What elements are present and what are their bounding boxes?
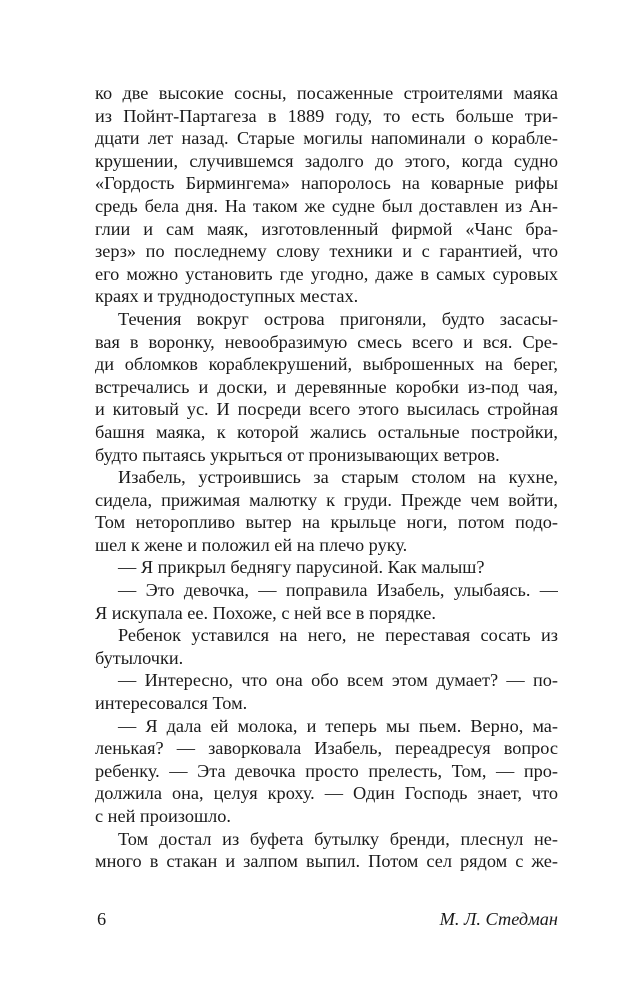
text-line: средь бела дня. На таком же судне был доставлен из Ан- bbox=[95, 195, 558, 216]
text-line: Изабель, устроившись за старым столом на кухне, bbox=[118, 467, 558, 488]
book-page bbox=[95, 82, 558, 982]
text-line: вая в воронку, невообразимую смесь всего и вся. Сре- bbox=[95, 331, 558, 352]
text-line: сидела, прижимая малютку к груди. Прежде чем войти, bbox=[95, 489, 558, 510]
text-line: встречались и доски, и деревянные коробки из-под чая, bbox=[95, 376, 558, 397]
text-line: его можно установить где угодно, даже в самых суровых bbox=[95, 263, 558, 284]
text-line: из Пойнт-Партагеза в 1889 году, то есть больше три- bbox=[95, 105, 558, 126]
text-line: Ребенок уставился на него, не переставая сосать из bbox=[118, 625, 558, 646]
text-line: зерз» по последнему слову техники и с гарантией, что bbox=[95, 241, 558, 262]
body-text bbox=[95, 82, 558, 873]
running-author: М. Л. Стедман bbox=[439, 909, 558, 929]
text-line: шел к жене и положил ей на плечо руку. bbox=[95, 534, 408, 555]
page-footer bbox=[95, 907, 558, 931]
text-line: Я искупала ее. Похоже, с ней все в порядке. bbox=[95, 602, 436, 623]
text-line: башня маяка, к которой жались остальные постройки, bbox=[95, 421, 558, 442]
text-line: — Я дала ей молока, и теперь мы пьем. Верно, ма- bbox=[118, 715, 558, 736]
text-line: должила она, целуя кроху. — Один Господь знает, что bbox=[95, 783, 558, 804]
text-line: и китовый ус. И посреди всего этого высилась стройная bbox=[95, 399, 558, 420]
page-number: 6 bbox=[97, 909, 107, 929]
text-line: бутылочки. bbox=[95, 647, 184, 668]
text-line: интересовался Том. bbox=[95, 693, 248, 714]
text-line: ди обломков кораблекрушений, выброшенных на берег, bbox=[95, 354, 558, 375]
text-line: — Интересно, что она обо всем этом думает? — по- bbox=[118, 670, 558, 691]
text-line: Течения вокруг острова пригоняли, будто засасы- bbox=[118, 308, 558, 329]
text-line: «Гордость Бирмингема» напоролось на коварные рифы bbox=[95, 173, 558, 194]
text-line: краях и труднодоступных местах. bbox=[95, 286, 359, 307]
text-line: много в стакан и залпом выпил. Потом сел рядом с же- bbox=[95, 851, 558, 872]
text-line: дцати лет назад. Старые могилы напоминали о корабле- bbox=[95, 128, 558, 149]
text-line: с ней произошло. bbox=[95, 806, 231, 826]
text-line: будто пытаясь укрыться от пронизывающих ветров. bbox=[95, 444, 500, 465]
text-line: ребенку. — Эта девочка просто прелесть, Том, — про- bbox=[95, 760, 558, 781]
text-line: Том неторопливо вытер на крыльце ноги, потом подо- bbox=[95, 512, 558, 533]
text-line: глии и сам маяк, изготовленный фирмой «Чанс бра- bbox=[95, 218, 558, 239]
text-line: ко две высокие сосны, посаженные строителями маяка bbox=[95, 83, 558, 103]
text-line: ленькая? — заворковала Изабель, переадресуя вопрос bbox=[95, 738, 558, 759]
text-line: — Это девочка, — поправила Изабель, улыбаясь. — bbox=[118, 580, 558, 601]
text-line: крушении, случившемся задолго до этого, когда судно bbox=[95, 150, 558, 171]
text-line: — Я прикрыл беднягу парусиной. Как малыш? bbox=[118, 557, 485, 578]
text-line: Том достал из буфета бутылку бренди, плеснул не- bbox=[118, 828, 558, 849]
